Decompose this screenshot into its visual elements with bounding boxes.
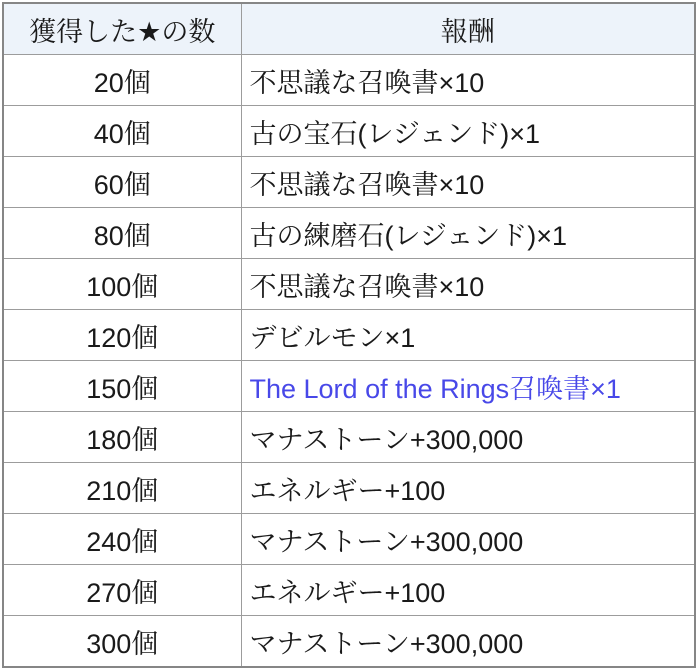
table-header-row [3, 3, 695, 55]
reward-cell: エネルギー+100 [241, 565, 695, 616]
stars-cell: 40個 [3, 106, 241, 157]
reward-cell: デビルモン×1 [241, 310, 695, 361]
reward-cell: 不思議な召喚書×10 [241, 157, 695, 208]
column-header-stars: 獲得した★の数 [3, 3, 241, 55]
stars-cell: 210個 [3, 463, 241, 514]
table-row [3, 514, 695, 565]
reward-cell: エネルギー+100 [241, 463, 695, 514]
stars-cell: 100個 [3, 259, 241, 310]
stars-cell: 60個 [3, 157, 241, 208]
table-row [3, 259, 695, 310]
table-row [3, 310, 695, 361]
table-row [3, 157, 695, 208]
table-row [3, 106, 695, 157]
star-rewards-table [2, 2, 696, 668]
reward-cell: マナストーン+300,000 [241, 514, 695, 565]
reward-cell: 不思議な召喚書×10 [241, 259, 695, 310]
reward-cell: マナストーン+300,000 [241, 412, 695, 463]
column-header-reward: 報酬 [241, 3, 695, 55]
stars-cell: 120個 [3, 310, 241, 361]
stars-cell: 20個 [3, 55, 241, 106]
stars-cell: 80個 [3, 208, 241, 259]
reward-cell: 古の練磨石(レジェンド)×1 [241, 208, 695, 259]
table-row [3, 463, 695, 514]
table-row [3, 208, 695, 259]
stars-cell: 240個 [3, 514, 241, 565]
reward-cell: 古の宝石(レジェンド)×1 [241, 106, 695, 157]
table-row [3, 565, 695, 616]
reward-cell: 不思議な召喚書×10 [241, 55, 695, 106]
table-row [3, 616, 695, 668]
reward-cell [241, 361, 695, 412]
stars-cell: 150個 [3, 361, 241, 412]
table-row [3, 55, 695, 106]
stars-cell: 300個 [3, 616, 241, 668]
stars-cell: 180個 [3, 412, 241, 463]
table-row [3, 412, 695, 463]
reward-cell: マナストーン+300,000 [241, 616, 695, 668]
table-row [3, 361, 695, 412]
stars-cell: 270個 [3, 565, 241, 616]
lotr-summon-scroll-link[interactable]: The Lord of the Rings召喚書×1 [249, 373, 621, 404]
